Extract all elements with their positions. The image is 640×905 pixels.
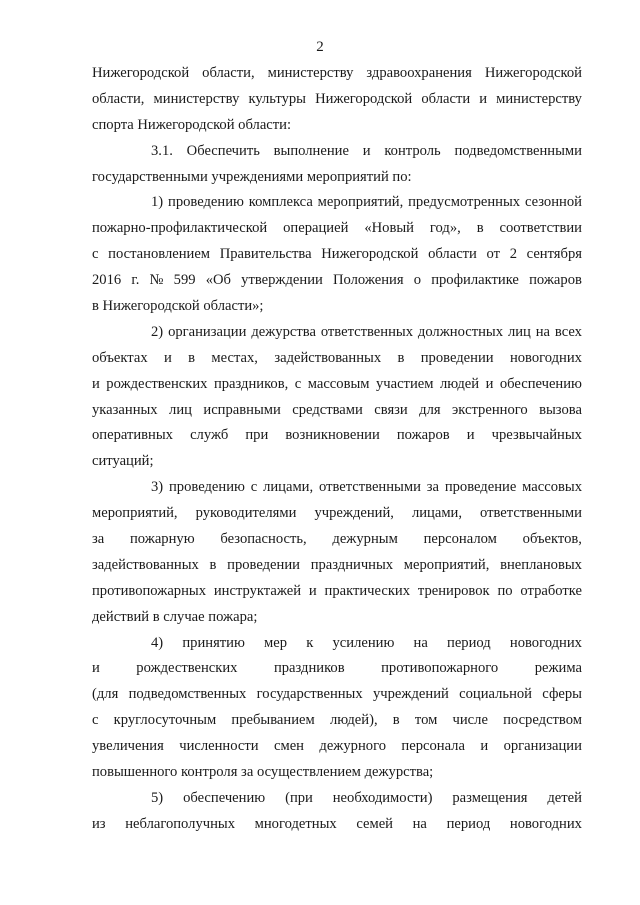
text-line: увеличения численности смен дежурного персонала и организации (92, 738, 582, 755)
text-line: с круглосуточным пребыванием людей), в том числе посредством (92, 712, 582, 729)
text-line: 3) проведению с лицами, ответственными за проведение массовых (151, 479, 582, 496)
text-line: из неблагополучных многодетных семей на период новогодних (92, 815, 582, 832)
text-line: оперативных служб при возникновении пожаров и чрезвычайных (92, 427, 582, 444)
text-line: мероприятий, руководителями учреждений, лицами, ответственными (92, 505, 582, 522)
page-number: 2 (316, 39, 324, 55)
text-line: за пожарную безопасность, дежурным персоналом объектов, (92, 531, 582, 548)
text-line: объектах и в местах, задействованных в проведении новогодних (92, 349, 582, 366)
text-line: с постановлением Правительства Нижегородской области от 2 сентября (92, 246, 582, 263)
text-line: указанных лиц исправными средствами связи для экстренного вызова (92, 401, 582, 418)
text-line: задействованных в проведении праздничных мероприятий, внеплановых (92, 556, 582, 573)
text-line: пожарно-профилактической операцией «Новый год», в соответствии (92, 220, 582, 237)
text-line: спорта Нижегородской области: (92, 116, 292, 133)
text-line: противопожарных инструктажей и практических тренировок по отработке (92, 582, 582, 599)
document-body (92, 61, 582, 838)
text-line: области, министерству культуры Нижегородской области и министерству (92, 90, 582, 107)
text-line: 5) обеспечению (при необходимости) размещения детей (151, 789, 582, 806)
text-line: и рождественских праздников противопожарного режима (92, 660, 582, 677)
text-line: в Нижегородской области»; (92, 298, 264, 315)
text-line: государственными учреждениями мероприятий по: (92, 168, 412, 185)
text-line: 2016 г. № 599 «Об утверждении Положения о профилактике пожаров (92, 272, 582, 289)
text-line: 1) проведению комплекса мероприятий, предусмотренных сезонной (151, 194, 582, 211)
text-line: и рождественских праздников, с массовым участием людей и обеспечению (92, 375, 582, 392)
text-line: 2) организации дежурства ответственных должностных лиц на всех (151, 323, 582, 340)
text-line: Нижегородской области, министерству здравоохранения Нижегородской (92, 65, 582, 81)
text-line: (для подведомственных государственных учреждений социальной сферы (92, 686, 582, 703)
text-line: ситуаций; (92, 453, 154, 470)
text-line: 4) принятию мер к усилению на период новогодних (151, 634, 582, 651)
text-line: 3.1. Обеспечить выполнение и контроль подведомственными (151, 142, 582, 159)
text-line: повышенного контроля за осуществлением дежурства; (92, 764, 434, 781)
text-line: действий в случае пожара; (92, 608, 258, 625)
